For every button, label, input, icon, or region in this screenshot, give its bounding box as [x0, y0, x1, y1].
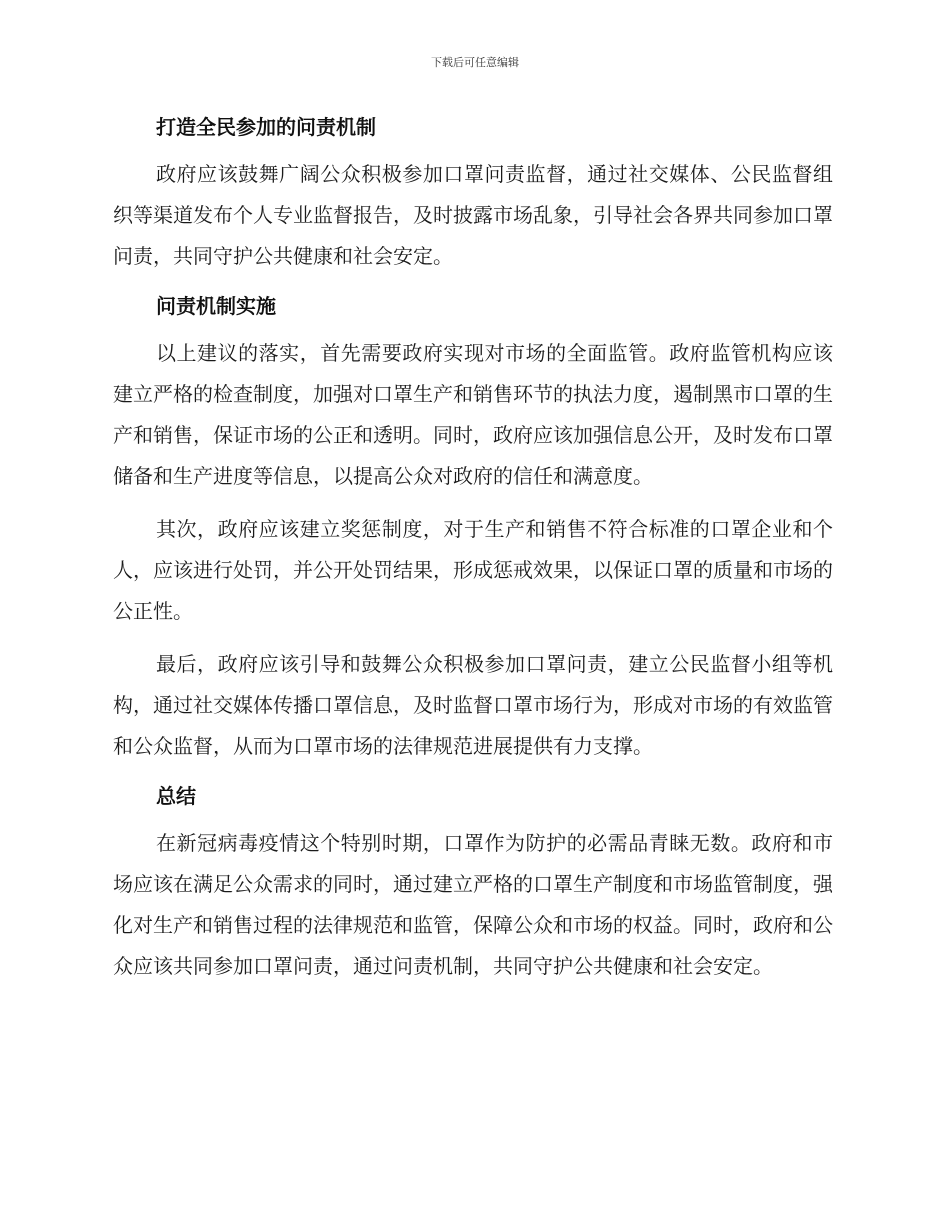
paragraph: 其次，政府应该建立奖惩制度，对于生产和销售不符合标准的口罩企业和个人，应该进行处罚，并公开处罚结果，形成惩戒效果，以保证口罩的质量和市场的公正性。	[113, 517, 833, 623]
section-heading: 打造全民参加的问责机制	[156, 115, 376, 139]
paragraph: 在新冠病毒疫情这个特别时期，口罩作为防护的必需品青睐无数。政府和市场应该在满足公众需求的同时，通过建立严格的口罩生产制度和市场监管制度，强化对生产和销售过程的法律规范和监管，保障公众和市场的权益。同时，政府和公众应该共同参加口罩问责，通过问责机制，共同守护公共健康和社会安定。	[113, 831, 833, 978]
section-heading: 问责机制实施	[156, 294, 276, 318]
paragraph: 以上建议的落实，首先需要政府实现对市场的全面监管。政府监管机构应该建立严格的检查制度，加强对口罩生产和销售环节的执法力度，遏制黑市口罩的生产和销售，保证市场的公正和透明。同时，政府应该加强信息公开，及时发布口罩储备和生产进度等信息，以提高公众对政府的信任和满意度。	[113, 341, 833, 488]
document-body	[113, 108, 833, 987]
page-header: 下载后可任意编辑	[431, 56, 519, 69]
section-heading: 总结	[156, 784, 196, 808]
paragraph: 政府应该鼓舞广阔公众积极参加口罩问责监督，通过社交媒体、公民监督组织等渠道发布个人专业监督报告，及时披露市场乱象，引导社会各界共同参加口罩问责，共同守护公共健康和社会安定。	[113, 162, 833, 268]
paragraph: 最后，政府应该引导和鼓舞公众积极参加口罩问责，建立公民监督小组等机构，通过社交媒体传播口罩信息，及时监督口罩市场行为，形成对市场的有效监管和公众监督，从而为口罩市场的法律规范进展提供有力支撑。	[113, 652, 833, 758]
